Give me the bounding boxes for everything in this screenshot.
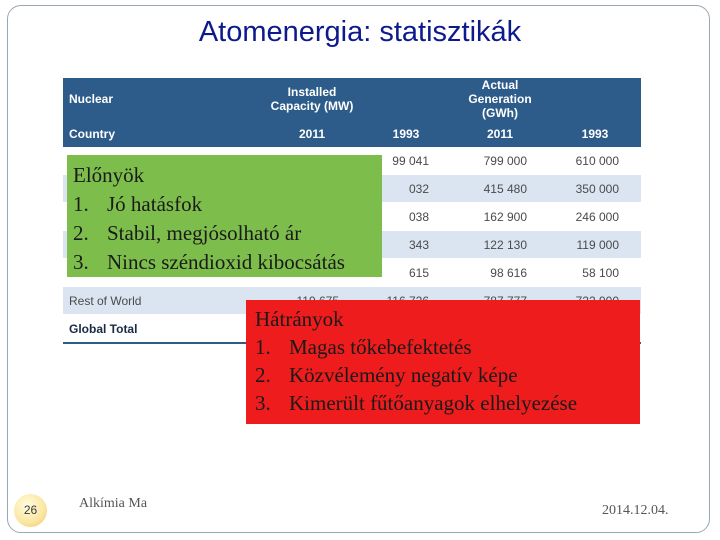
list-item <box>255 389 640 417</box>
advantages-box <box>67 155 382 277</box>
list-text: Jó hatásfok <box>107 192 203 216</box>
table-header-row <box>63 78 641 120</box>
list-text: Magas tőkebefektetés <box>289 335 472 359</box>
advantages-heading: Előnyök <box>73 163 145 187</box>
table-cell: 799 000 <box>451 147 549 175</box>
list-item <box>73 190 382 219</box>
table-cell: 415 480 <box>451 175 549 203</box>
page-number-badge: 26 <box>14 494 47 527</box>
table-cell: 615 <box>361 259 451 287</box>
list-item <box>73 248 382 277</box>
header-cell: 2011 <box>263 120 361 147</box>
list-item <box>255 361 640 389</box>
list-text: Nincs széndioxid kibocsátás <box>107 250 345 274</box>
list-number: 1. <box>73 192 89 216</box>
header-cell: 1993 <box>361 120 451 147</box>
header-cell <box>549 78 641 120</box>
footer-date: 2014.12.04. <box>602 503 669 518</box>
table-cell: 119 000 <box>549 231 641 259</box>
list-text: Stabil, megjósolható ár <box>107 221 302 245</box>
header-cell: Country <box>63 120 263 147</box>
table-cell: 246 000 <box>549 203 641 231</box>
table-cell: Rest of World <box>63 287 263 315</box>
table-cell: 99 041 <box>361 147 451 175</box>
list-number: 3. <box>73 250 89 274</box>
table-cell: 98 616 <box>451 259 549 287</box>
footer-text: Alkímia Ma <box>79 496 148 511</box>
table-cell: 610 000 <box>549 147 641 175</box>
header-cell <box>361 78 451 120</box>
table-cell: 122 130 <box>451 231 549 259</box>
header-cell: 1993 <box>549 120 641 147</box>
header-cell: 2011 <box>451 120 549 147</box>
list-number: 2. <box>255 363 271 387</box>
table-header-row <box>63 120 641 147</box>
table-cell: 343 <box>361 231 451 259</box>
header-cell: Installed Capacity (MW) <box>263 78 361 120</box>
slide-title: Atomenergia: statisztikák <box>198 16 522 48</box>
list-text: Közvélemény negatív képe <box>289 363 518 387</box>
table-cell: 162 900 <box>451 203 549 231</box>
list-item <box>73 219 382 248</box>
table-cell: 58 100 <box>549 259 641 287</box>
list-number: 3. <box>255 391 271 415</box>
disadvantages-box <box>246 300 640 424</box>
list-text: Kimerült fűtőanyagok elhelyezése <box>289 391 578 415</box>
header-cell: Actual Generation (GWh) <box>451 78 549 120</box>
header-cell: Nuclear <box>63 78 263 120</box>
table-cell: Global Total <box>63 315 263 344</box>
list-number: 1. <box>255 335 271 359</box>
table-cell: 038 <box>361 203 451 231</box>
list-item <box>255 333 640 361</box>
list-number: 2. <box>73 221 89 245</box>
table-cell: 032 <box>361 175 451 203</box>
table-cell: 350 000 <box>549 175 641 203</box>
disadvantages-heading: Hátrányok <box>255 307 344 331</box>
